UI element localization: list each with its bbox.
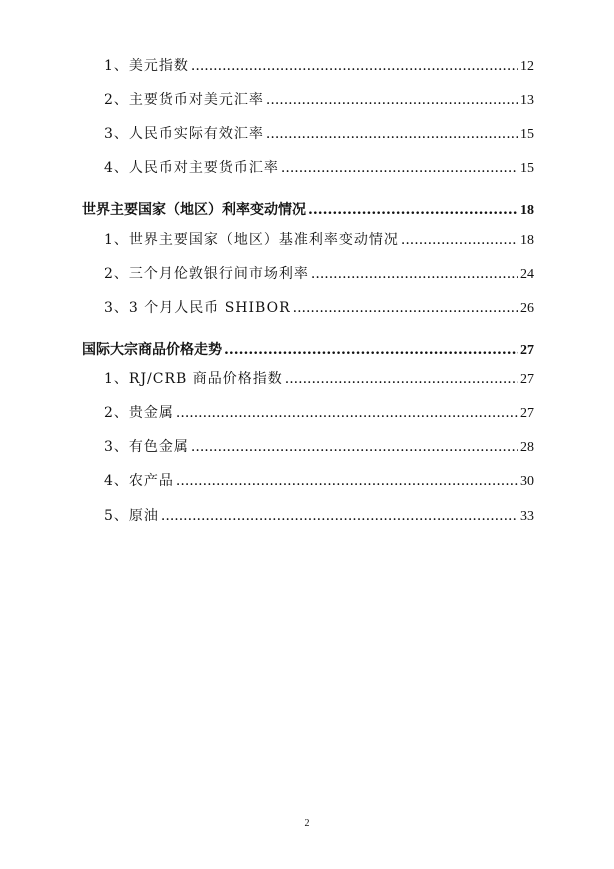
- toc-entry-label: 4、农产品: [104, 473, 174, 489]
- toc-entry-libor-3m[interactable]: [104, 263, 534, 283]
- toc-entry-nonferrous-metals[interactable]: [104, 436, 534, 456]
- toc-section-page: 18: [520, 203, 534, 218]
- toc-entry-page: 15: [520, 161, 534, 176]
- toc-entry-rj-crb-index[interactable]: [104, 368, 534, 388]
- toc-entry-page: 26: [520, 301, 534, 316]
- toc-leader-dots: [191, 439, 518, 455]
- toc-entry-label: 3、人民币实际有效汇率: [104, 126, 264, 142]
- toc-section-label: 国际大宗商品价格走势: [82, 342, 222, 358]
- toc-entry-label: 3、有色金属: [104, 439, 189, 455]
- toc-leader-dots: [293, 300, 518, 316]
- toc-leader-dots: [285, 371, 518, 387]
- toc-entry-benchmark-rates[interactable]: [104, 229, 534, 249]
- toc-entry-label: 2、主要货币对美元汇率: [104, 92, 264, 108]
- toc-section-interest-rates[interactable]: [82, 199, 534, 219]
- toc-entry-label: 5、原油: [104, 508, 159, 524]
- toc-entry-page: 27: [520, 406, 534, 421]
- toc-entry-label: 1、美元指数: [104, 58, 189, 74]
- toc-leader-dots: [401, 232, 518, 248]
- toc-entry-page: 33: [520, 509, 534, 524]
- toc-section-commodities[interactable]: [82, 339, 534, 359]
- toc-entry-label: 1、RJ/CRB 商品价格指数: [104, 371, 283, 387]
- toc-entry-label: 2、贵金属: [104, 405, 174, 421]
- toc-leader-dots: [176, 405, 518, 421]
- toc-entry-page: 30: [520, 474, 534, 489]
- toc-entry-page: 13: [520, 93, 534, 108]
- toc-entry-page: 24: [520, 267, 534, 282]
- toc-entry-rmb-real-effective-rate[interactable]: [104, 123, 534, 143]
- toc-entry-page: 12: [520, 59, 534, 74]
- toc-section-page: 27: [520, 343, 534, 358]
- toc-entry-major-currencies-vs-usd[interactable]: [104, 89, 534, 109]
- toc-leader-dots: [311, 266, 518, 282]
- toc-entry-page: 27: [520, 372, 534, 387]
- toc-entry-label: 4、人民币对主要货币汇率: [104, 160, 279, 176]
- toc-leader-dots: [191, 58, 518, 74]
- toc-entry-label: 2、三个月伦敦银行间市场利率: [104, 266, 309, 282]
- toc-leader-dots: [176, 473, 518, 489]
- toc-leader-dots: [266, 92, 518, 108]
- toc-entry-label: 3、3 个月人民币 SHIBOR: [104, 300, 291, 316]
- toc-leader-dots: [224, 342, 518, 358]
- toc-entry-page: 18: [520, 233, 534, 248]
- toc-entry-agricultural-products[interactable]: [104, 470, 534, 490]
- toc-leader-dots: [308, 202, 518, 218]
- toc-entry-precious-metals[interactable]: [104, 402, 534, 422]
- toc-section-label: 世界主要国家（地区）利率变动情况: [82, 202, 306, 218]
- toc-leader-dots: [161, 508, 518, 524]
- toc-entry-page: 15: [520, 127, 534, 142]
- toc-entry-crude-oil[interactable]: [104, 505, 534, 525]
- toc-entry-page: 28: [520, 440, 534, 455]
- toc-entry-shibor-3m[interactable]: [104, 297, 534, 317]
- toc-entry-label: 1、世界主要国家（地区）基准利率变动情况: [104, 232, 399, 248]
- page-number: 2: [304, 818, 310, 829]
- toc-leader-dots: [281, 160, 518, 176]
- toc-entry-rmb-vs-major-currencies[interactable]: [104, 157, 534, 177]
- toc-entry-us-dollar-index[interactable]: [104, 55, 534, 75]
- toc-leader-dots: [266, 126, 518, 142]
